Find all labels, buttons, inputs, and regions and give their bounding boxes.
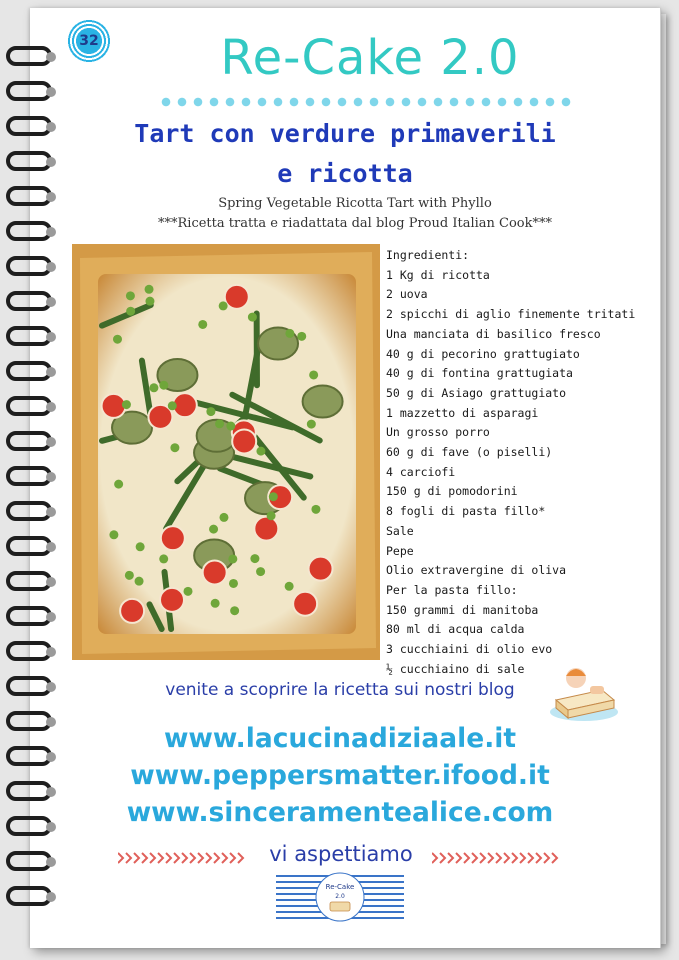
ingredient-item: Ingredienti: — [386, 248, 470, 262]
ingredient-item: Per la pasta fillo: — [386, 582, 518, 597]
binding-ring — [6, 641, 56, 667]
ingredients-list — [386, 246, 636, 679]
tart-photo — [72, 244, 380, 660]
recipe-title-line-2: e ricotta — [277, 159, 413, 188]
binding-ring — [6, 431, 56, 457]
binding-ring — [6, 46, 56, 72]
recipe-subtitle — [150, 194, 560, 234]
logo-line-2: 2.0 — [335, 893, 345, 900]
binding-ring — [6, 711, 56, 737]
binding-ring — [6, 466, 56, 492]
ingredient-item: 50 g di Asiago grattugiato — [386, 385, 567, 400]
binding-ring — [6, 291, 56, 317]
logo-line-1: Re-Cake — [325, 883, 355, 891]
binding-ring — [6, 536, 56, 562]
ingredient-item: 40 g di pecorino grattugiato — [386, 346, 580, 361]
binding-ring — [6, 606, 56, 632]
english-title: Spring Vegetable Ricotta Tart with Phyllo — [218, 196, 492, 211]
recipe-title — [110, 114, 580, 194]
blog-callout: venite a scoprire la ricetta sui nostri blog — [165, 680, 515, 700]
ingredient-item: Olio extravergine di oliva — [386, 563, 567, 578]
binding-ring — [6, 186, 56, 212]
ingredient-item: 150 g di pomodorini — [386, 484, 518, 499]
blog-link[interactable]: www.lacucinadiziaale.it — [163, 723, 517, 754]
page-number-badge — [66, 18, 112, 64]
ingredient-item: 40 g di fontina grattugiata — [386, 366, 573, 381]
main-title: Re-Cake 2.0 — [220, 30, 520, 86]
ingredient-item: 3 cucchiaini di olio evo — [386, 642, 553, 657]
binding-ring — [6, 571, 56, 597]
source-note: ***Ricetta tratta e riadattata dal blog Proud Italian Cook*** — [158, 216, 552, 231]
binding-ring — [6, 886, 56, 912]
dotted-divider — [158, 96, 572, 108]
ingredient-item: Una manciata di basilico fresco — [386, 326, 601, 341]
blog-link[interactable]: www.peppersmatter.ifood.it — [130, 760, 550, 791]
binding-ring — [6, 781, 56, 807]
spiral-binding-icon — [0, 46, 60, 926]
binding-ring — [6, 81, 56, 107]
ingredient-item: 150 grammi di manitoba — [386, 602, 539, 617]
ingredient-item: 8 fogli di pasta fillo* — [386, 504, 546, 519]
blog-links — [110, 720, 570, 831]
ingredient-item: 60 g di fave (o piselli) — [386, 445, 553, 460]
ingredient-item: Sale — [386, 523, 414, 538]
ingredient-item: 2 spicchi di aglio finemente tritati — [386, 307, 636, 322]
ingredient-item: ½ cucchiaino di sale — [386, 661, 525, 676]
chevron-divider-left-icon — [118, 850, 246, 866]
binding-ring — [6, 816, 56, 842]
blog-link[interactable]: www.sinceramentealice.com — [126, 797, 554, 828]
re-cake-logo — [276, 872, 404, 922]
ingredient-item: 4 carciofi — [386, 464, 456, 479]
binding-ring — [6, 151, 56, 177]
recipe-title-line-1: Tart con verdure primaverili — [134, 119, 556, 148]
ingredient-item: 1 Kg di ricotta — [386, 267, 490, 282]
chevron-divider-right-icon — [432, 850, 560, 866]
cake-illustration-icon — [546, 660, 620, 726]
binding-ring — [6, 676, 56, 702]
ingredient-item: 1 mazzetto di asparagi — [386, 405, 539, 420]
binding-ring — [6, 326, 56, 352]
binding-ring — [6, 396, 56, 422]
ingredient-item: Un grosso porro — [386, 425, 490, 440]
binding-ring — [6, 256, 56, 282]
ingredient-item: 80 ml di acqua calda — [386, 622, 525, 637]
binding-ring — [6, 116, 56, 142]
page-number: 32 — [79, 33, 99, 49]
binding-ring — [6, 851, 56, 877]
binding-ring — [6, 221, 56, 247]
closing-text: vi aspettiamo — [269, 842, 413, 866]
tart-illustration — [72, 244, 380, 660]
binding-ring — [6, 746, 56, 772]
ingredient-item: Pepe — [386, 543, 414, 558]
binding-ring — [6, 361, 56, 387]
ingredient-item: 2 uova — [386, 287, 428, 302]
binding-ring — [6, 501, 56, 527]
